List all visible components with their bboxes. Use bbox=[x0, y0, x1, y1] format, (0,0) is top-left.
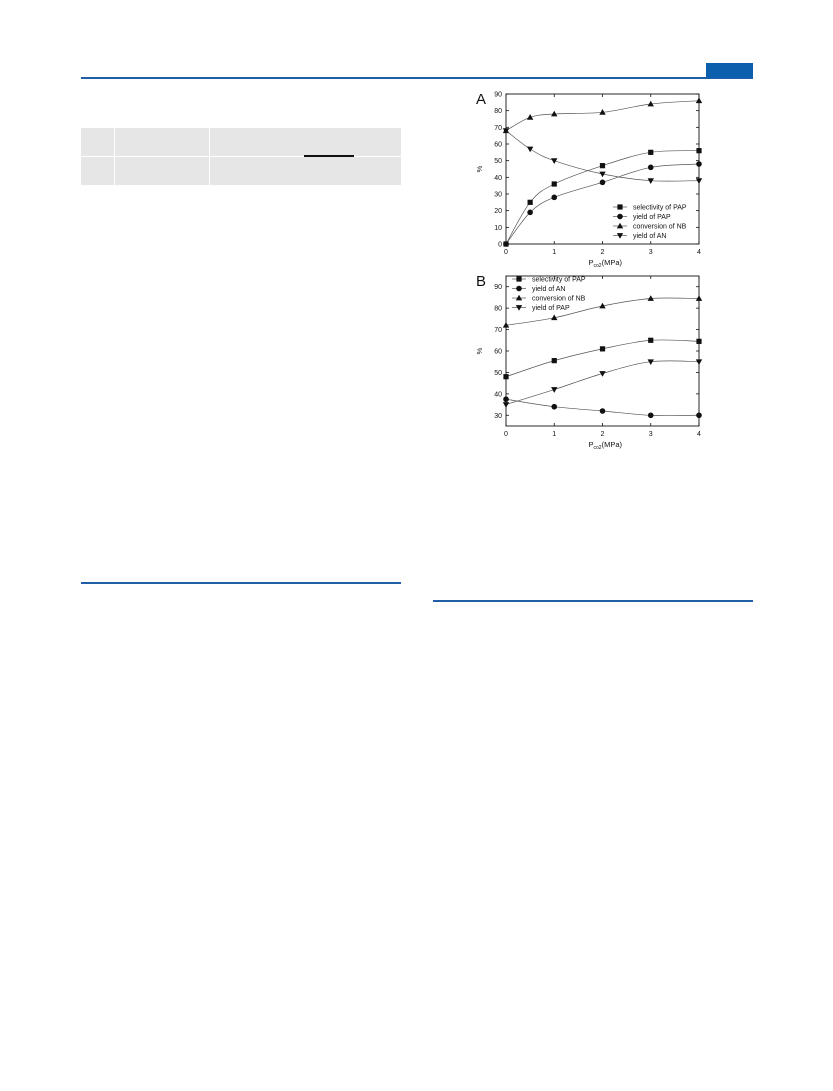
data-point bbox=[648, 338, 653, 343]
legend-label: conversion of NB bbox=[633, 223, 687, 231]
legend-label: yield of PAP bbox=[532, 305, 570, 312]
x-tick-label: 0 bbox=[504, 431, 508, 438]
y-tick-label: 50 bbox=[494, 158, 502, 166]
x-tick-label: 0 bbox=[504, 249, 508, 256]
y-tick-label: 70 bbox=[494, 327, 502, 335]
y-tick-label: 40 bbox=[494, 391, 502, 399]
y-tick-label: 0 bbox=[498, 241, 502, 249]
panel-label: A bbox=[476, 91, 487, 108]
chart-b bbox=[472, 272, 712, 452]
y-tick-label: 80 bbox=[494, 305, 502, 313]
x-tick-label: 2 bbox=[600, 431, 605, 438]
data-point bbox=[696, 148, 701, 153]
data-point bbox=[648, 412, 654, 418]
data-point bbox=[696, 412, 702, 418]
legend-marker bbox=[617, 233, 623, 239]
x-tick-label: 4 bbox=[697, 249, 701, 256]
y-tick-label: 90 bbox=[494, 91, 502, 99]
legend-label: selectivity of PAP bbox=[532, 276, 586, 284]
data-point bbox=[696, 161, 702, 167]
data-point bbox=[528, 200, 533, 205]
series-line bbox=[506, 361, 699, 405]
y-tick-label: 80 bbox=[494, 108, 502, 116]
y-axis-label: % bbox=[475, 347, 484, 355]
data-point bbox=[527, 147, 533, 153]
chart-b-svg bbox=[472, 272, 712, 452]
data-point bbox=[600, 180, 606, 186]
data-point bbox=[503, 128, 509, 134]
data-point bbox=[696, 97, 702, 103]
data-point bbox=[503, 241, 509, 247]
y-tick-label: 40 bbox=[494, 174, 502, 182]
y-tick-label: 50 bbox=[494, 369, 502, 377]
data-point bbox=[600, 163, 605, 168]
x-tick-label: 2 bbox=[600, 249, 605, 256]
data-point bbox=[503, 374, 508, 379]
table-block bbox=[81, 128, 401, 185]
data-point bbox=[696, 178, 702, 184]
y-axis-label: % bbox=[475, 165, 484, 173]
header-rule bbox=[81, 77, 753, 79]
data-point bbox=[648, 165, 654, 171]
data-point bbox=[552, 181, 557, 186]
legend-label: yield of AN bbox=[532, 286, 566, 293]
y-tick-label: 60 bbox=[494, 348, 502, 356]
legend-marker bbox=[617, 223, 623, 229]
data-point bbox=[551, 404, 557, 410]
y-tick-label: 60 bbox=[494, 141, 502, 149]
y-tick-label: 70 bbox=[494, 124, 502, 132]
legend-label: yield of AN bbox=[633, 233, 667, 240]
y-tick-label: 30 bbox=[494, 191, 502, 199]
data-point bbox=[503, 402, 509, 408]
data-point bbox=[552, 358, 557, 363]
series-line bbox=[506, 101, 699, 131]
section-rule-right bbox=[433, 600, 753, 602]
data-point bbox=[648, 150, 653, 155]
chart-a-svg bbox=[472, 90, 712, 270]
legend-label: yield of PAP bbox=[633, 214, 671, 221]
legend-marker bbox=[617, 204, 622, 209]
data-point bbox=[600, 408, 606, 414]
legend-marker bbox=[516, 295, 522, 301]
data-point bbox=[600, 346, 605, 351]
x-tick-label: 4 bbox=[697, 431, 701, 438]
plot-frame bbox=[506, 94, 699, 244]
legend-label: selectivity of PAP bbox=[633, 204, 687, 212]
x-axis-label: $P_{co2}(MPa)$ bbox=[588, 440, 622, 451]
data-point bbox=[551, 195, 557, 201]
y-tick-label: 30 bbox=[494, 412, 502, 420]
y-tick-label: 10 bbox=[494, 224, 502, 232]
table-bar bbox=[304, 155, 354, 157]
section-rule-left bbox=[81, 582, 401, 584]
legend-marker bbox=[617, 214, 623, 220]
x-tick-label: 3 bbox=[648, 431, 653, 438]
data-point bbox=[527, 210, 533, 216]
legend-label: conversion of NB bbox=[532, 295, 586, 303]
data-point bbox=[696, 339, 701, 344]
x-axis-label: $P_{co2}(MPa)$ bbox=[588, 258, 622, 269]
panel-label: B bbox=[476, 273, 487, 290]
y-tick-label: 90 bbox=[494, 284, 502, 292]
data-point bbox=[696, 295, 702, 301]
x-tick-label: 1 bbox=[552, 249, 557, 256]
legend-marker bbox=[516, 305, 522, 311]
chart-a bbox=[472, 90, 712, 270]
legend-marker bbox=[516, 286, 522, 292]
legend-marker bbox=[516, 276, 521, 281]
x-tick-label: 3 bbox=[648, 249, 653, 256]
data-point bbox=[503, 396, 509, 402]
header-tab bbox=[706, 63, 753, 78]
data-point bbox=[696, 359, 702, 365]
x-tick-label: 1 bbox=[552, 431, 557, 438]
y-tick-label: 20 bbox=[494, 208, 502, 216]
